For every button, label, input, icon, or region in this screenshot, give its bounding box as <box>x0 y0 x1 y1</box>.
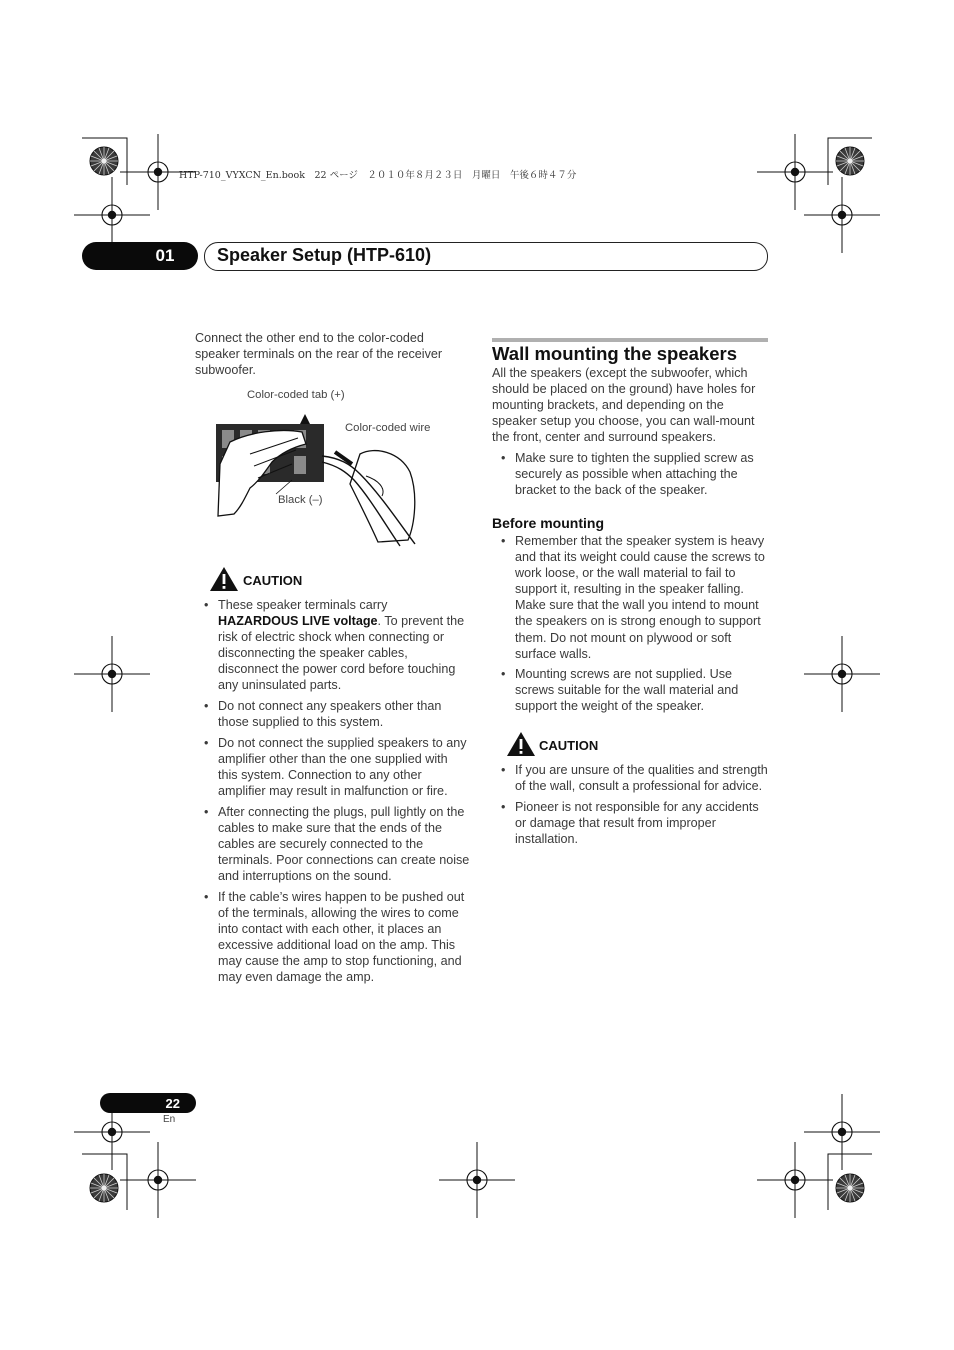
subheading-before-mounting: Before mounting <box>492 515 604 531</box>
figure-label-wire: Color-coded wire <box>345 422 431 434</box>
caution-label-right: CAUTION <box>539 738 599 753</box>
list-item: • These speaker terminals carry HAZARDOUS LIVE voltage. To prevent the risk of electric shock when connecting or disconnecting the speaker cables, disconnect the power cord before touching any uninsulated parts. <box>195 597 470 694</box>
chapter-number: 01 <box>155 246 175 265</box>
caution-list-right <box>492 762 768 851</box>
list-item: • Do not connect the supplied speakers to any amplifier other than the one supplied with this system. Connection to any other amplifier may result in malfunction or fire. <box>195 735 470 799</box>
list-item: • Do not connect any speakers other than those supplied to this system. <box>195 698 470 730</box>
warning-triangle-icon <box>209 566 239 592</box>
page-number: 22 <box>165 1095 180 1111</box>
list-item: • If you are unsure of the qualities and strength of the wall, consult a professional for advice. <box>492 762 768 794</box>
list-item: • Remember that the speaker system is heavy and that its weight could cause the screws to work loose, or the wall material to fail to support it, resulting in the speaker falling. Make sure that the wall you intend to mount the speakers on is strong enough to support them. Do not mount on plywood or soft surface walls. <box>492 533 768 662</box>
wall-mount-intro: All the speakers (except the subwoofer, which should be placed on the ground) have holes for mounting brackets, and depending on the speaker setup you choose, you can wall-mount the front, center and surround speakers. <box>492 366 756 445</box>
print-job-header: HTP-710_VYXCN_En.book 22 ページ ２０１０年８月２３日 月曜日 午後６時４７分 <box>179 170 577 181</box>
speaker-terminal-illustration <box>210 384 470 554</box>
figure-label-black: Black (–) <box>278 494 323 506</box>
list-item: • If the cable’s wires happen to be pushed out of the terminals, allowing the wires to come into contact with each other, it places an excessive additional load on the amp. This may cause the amp to stop functioning, and may even damage the amp. <box>195 889 470 986</box>
connect-instruction: Connect the other end to the color-coded speaker terminals on the rear of the receiver subwoofer. <box>195 331 443 378</box>
language-code: En <box>163 1114 176 1125</box>
list-item: • After connecting the plugs, pull lightly on the cables to make sure that the ends of the cables are securely connected to the terminals. Poor connections can create noise and interruptions on the sound. <box>195 804 470 884</box>
caution-label-left: CAUTION <box>243 573 303 588</box>
list-item: • Make sure to tighten the supplied screw as securely as possible when attaching the bracket to the back of the speaker. <box>492 450 768 498</box>
hazard-emphasis: HAZARDOUS LIVE voltage <box>218 614 378 629</box>
warning-triangle-icon <box>506 731 536 757</box>
before-mounting-list <box>492 533 768 719</box>
tighten-list <box>492 450 768 503</box>
page-number-badge <box>100 1093 196 1113</box>
section-heading: Wall mounting the speakers <box>492 343 737 364</box>
section-rule <box>492 338 768 342</box>
caution-list-left <box>195 597 470 990</box>
list-item: • Pioneer is not responsible for any accidents or damage that result from improper installation. <box>492 799 768 847</box>
chapter-title: Speaker Setup (HTP-610) <box>217 245 432 265</box>
chapter-number-badge <box>82 242 198 270</box>
figure-label-tab: Color-coded tab (+) <box>247 389 345 401</box>
list-item: • Mounting screws are not supplied. Use screws suitable for the wall material and support the weight of the speaker. <box>492 666 768 714</box>
